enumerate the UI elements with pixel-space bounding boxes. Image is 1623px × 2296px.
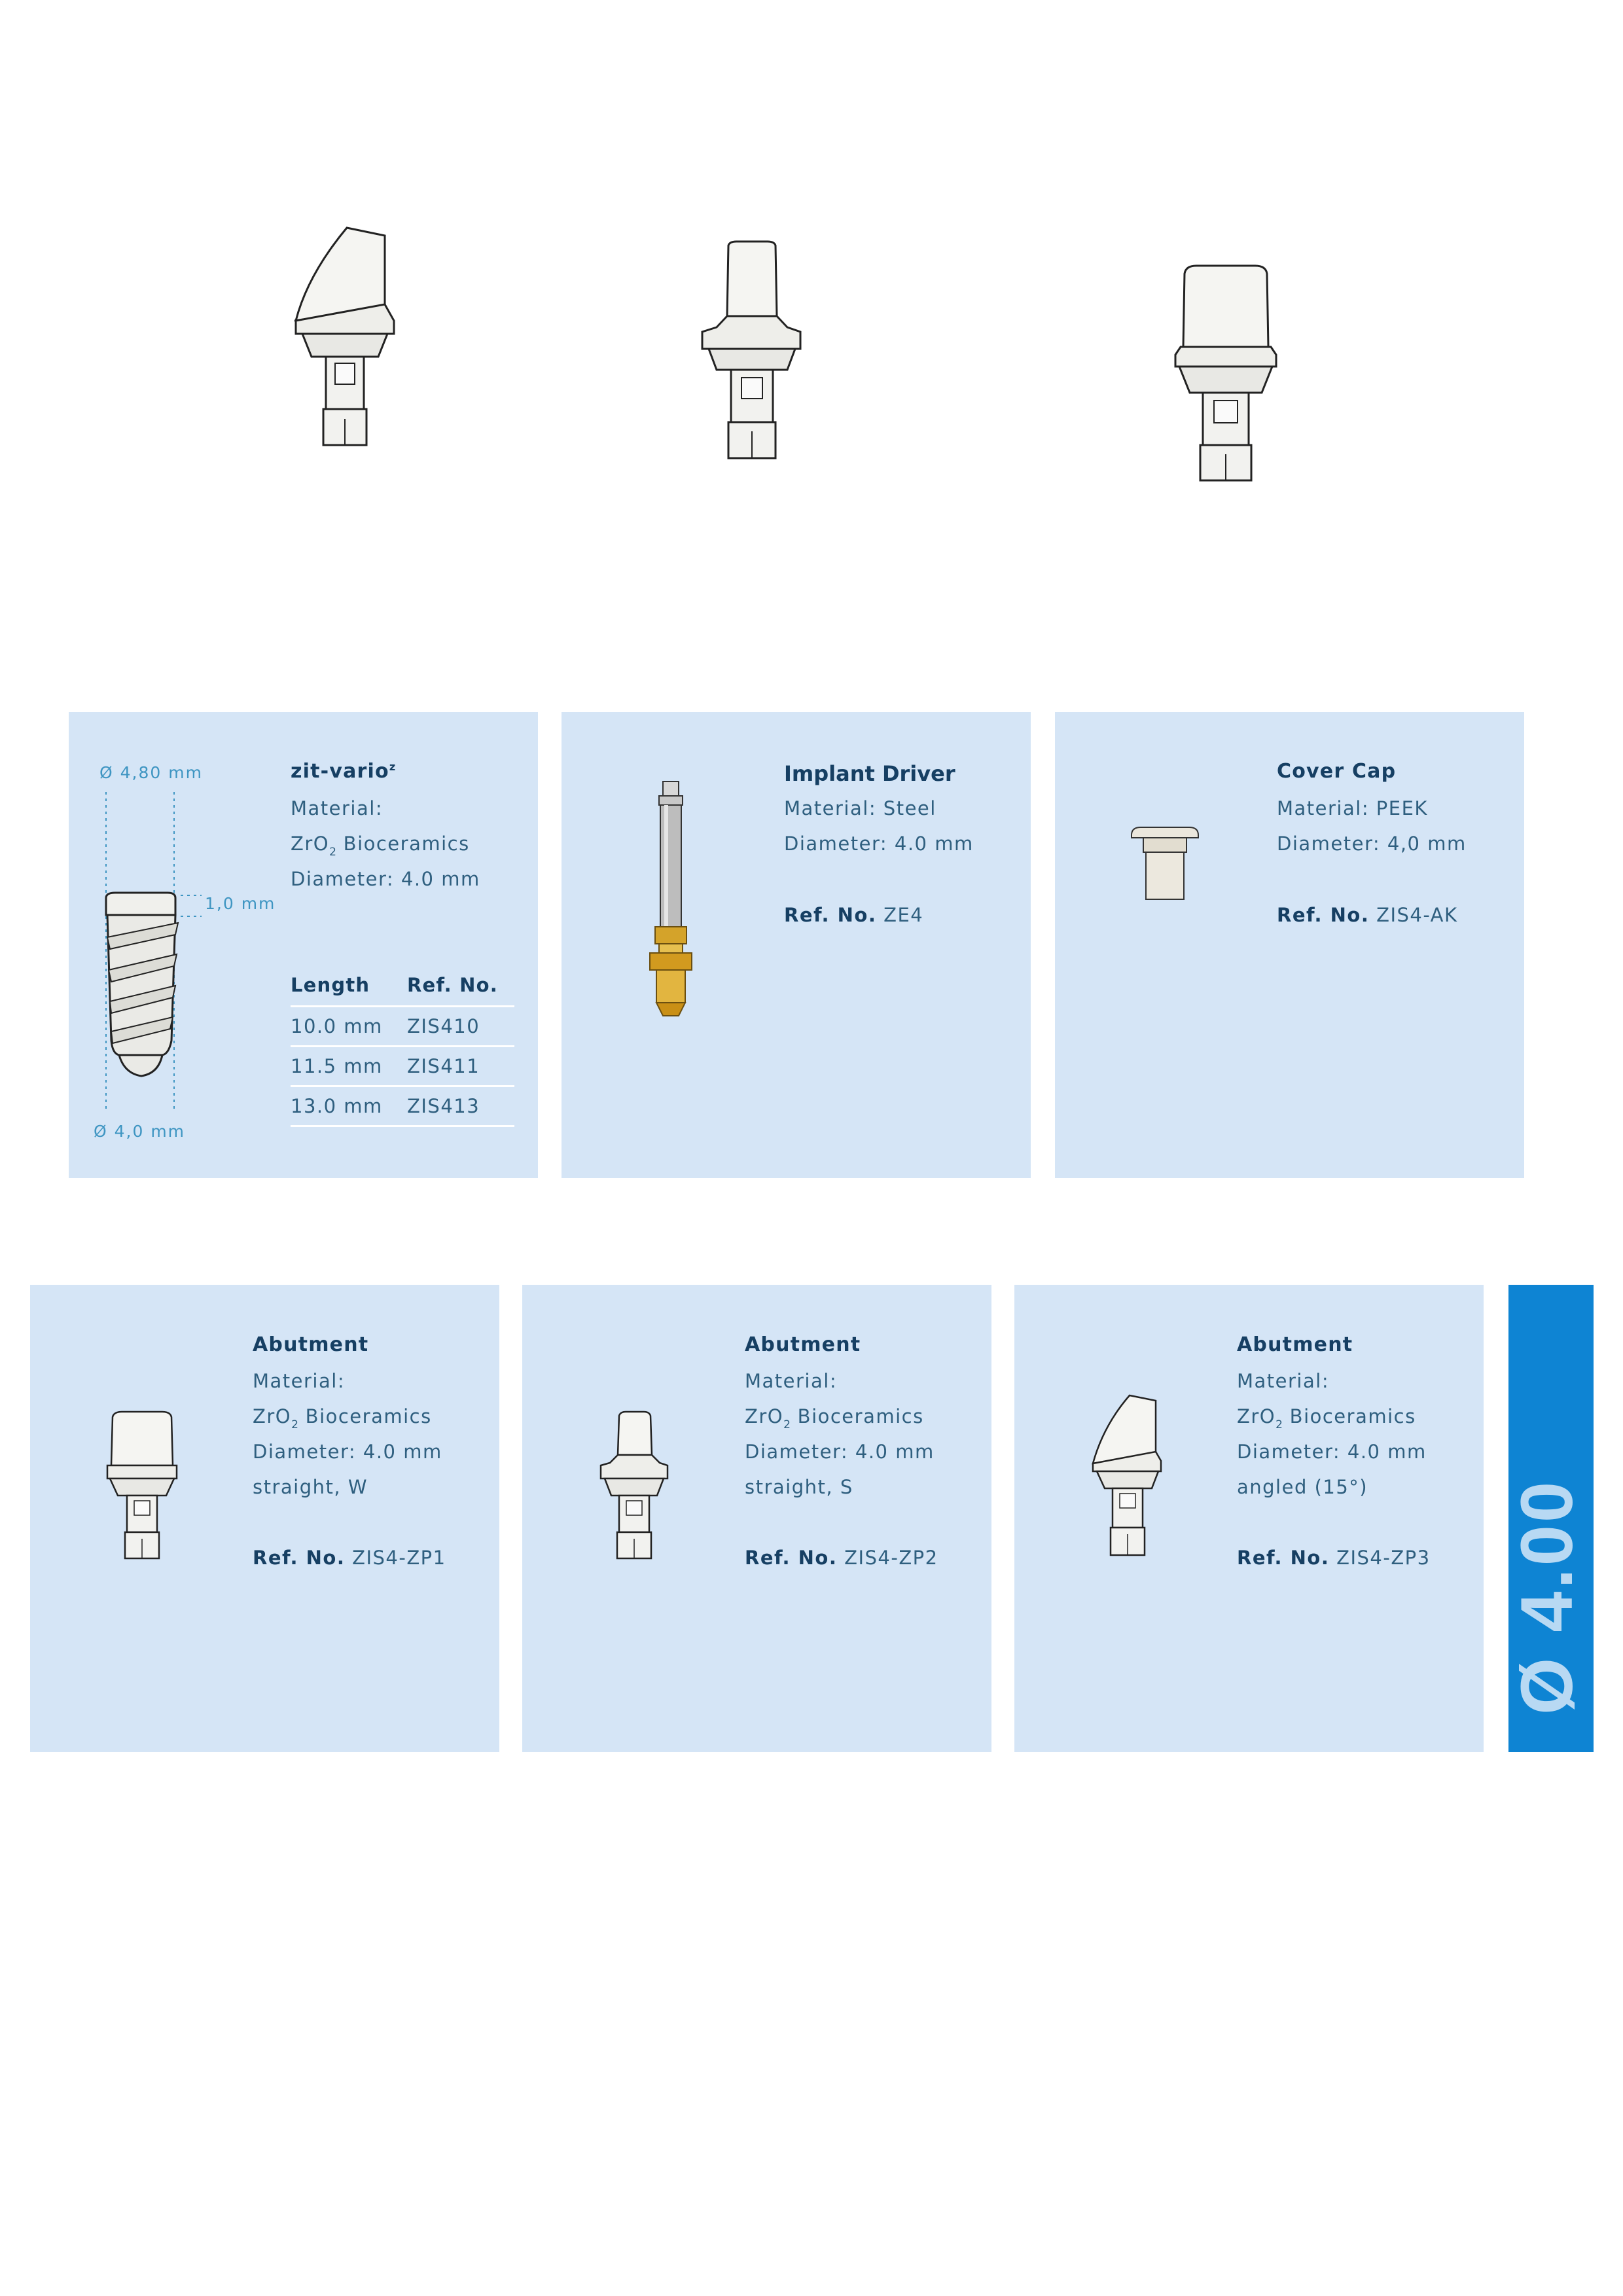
driver-material: Material: Steel [784, 797, 936, 819]
cover-cap-title: Cover Cap [1277, 760, 1397, 783]
length-cell: 11.5 mm [291, 1047, 407, 1086]
implant-illustration [92, 785, 209, 1119]
abutment-w-title: Abutment [253, 1333, 369, 1356]
abutment-s-material-value: ZrO$_2$ Bioceramics [745, 1405, 924, 1431]
abutment-w-ref: Ref. No. ZIS4-ZP1 [253, 1547, 446, 1569]
implant-diameter: Diameter: 4.0 mm [291, 868, 480, 890]
abutment-angled-illustration [1088, 1393, 1166, 1560]
abutment-s-ref: Ref. No. ZIS4-ZP2 [745, 1547, 938, 1569]
abutment-angled-type: angled (15°) [1237, 1476, 1368, 1498]
abutment-s-type: straight, S [745, 1476, 853, 1498]
ref-cell: ZIS410 [407, 1007, 514, 1047]
abutment-s-title: Abutment [745, 1333, 861, 1356]
implant-length-table [291, 974, 514, 1127]
driver-title: Implant Driver [784, 761, 955, 786]
length-cell: 13.0 mm [291, 1086, 407, 1126]
abutment-w-material-label: Material: [253, 1370, 346, 1392]
abutment-s-diameter: Diameter: 4.0 mm [745, 1441, 935, 1463]
driver-diameter: Diameter: 4.0 mm [784, 833, 974, 855]
straight-s-abutment-illustration [697, 239, 808, 461]
table-row [291, 1047, 514, 1086]
table-row [291, 1086, 514, 1126]
ref-header: Ref. No. [407, 974, 514, 1007]
diameter-bottom-label: Ø 4,0 mm [94, 1122, 186, 1141]
driver-ref: Ref. No. ZE4 [784, 904, 924, 926]
abutment-w-diameter: Diameter: 4.0 mm [253, 1441, 442, 1463]
straight-w-abutment-illustration [1170, 262, 1281, 484]
diameter-top-label: Ø 4,80 mm [99, 763, 203, 782]
implant-material-value: ZrO$_2$ Bioceramics [291, 833, 470, 859]
abutment-angled-title: Abutment [1237, 1333, 1353, 1356]
abutment-s-material-label: Material: [745, 1370, 838, 1392]
abutment-w-type: straight, W [253, 1476, 368, 1498]
collar-height-label: 1,0 mm [205, 894, 276, 913]
table-row [291, 1007, 514, 1047]
ref-cell: ZIS413 [407, 1086, 514, 1126]
abutment-angled-material-label: Material: [1237, 1370, 1330, 1392]
abutment-angled-diameter: Diameter: 4.0 mm [1237, 1441, 1427, 1463]
diameter-side-tab-label: Ø 4.00 [1506, 1479, 1588, 1715]
length-cell: 10.0 mm [291, 1007, 407, 1047]
cover-cap-material: Material: PEEK [1277, 797, 1428, 819]
length-header: Length [291, 974, 407, 1007]
table-header-row [291, 974, 514, 1007]
cover-cap-illustration [1129, 825, 1201, 903]
cover-cap-ref: Ref. No. ZIS4-AK [1277, 904, 1458, 926]
cover-cap-diameter: Diameter: 4,0 mm [1277, 833, 1467, 855]
abutment-angled-ref: Ref. No. ZIS4-ZP3 [1237, 1547, 1431, 1569]
ref-cell: ZIS411 [407, 1047, 514, 1086]
implant-driver-illustration [645, 780, 697, 1017]
abutment-angled-material-value: ZrO$_2$ Bioceramics [1237, 1405, 1416, 1431]
angled-abutment-illustration [288, 223, 399, 452]
abutment-w-material-value: ZrO$_2$ Bioceramics [253, 1405, 432, 1431]
abutment-w-illustration [105, 1410, 180, 1561]
implant-title: zit-vario$^z$ [291, 760, 397, 783]
implant-material-label: Material: [291, 797, 383, 819]
abutment-s-illustration [597, 1410, 672, 1561]
